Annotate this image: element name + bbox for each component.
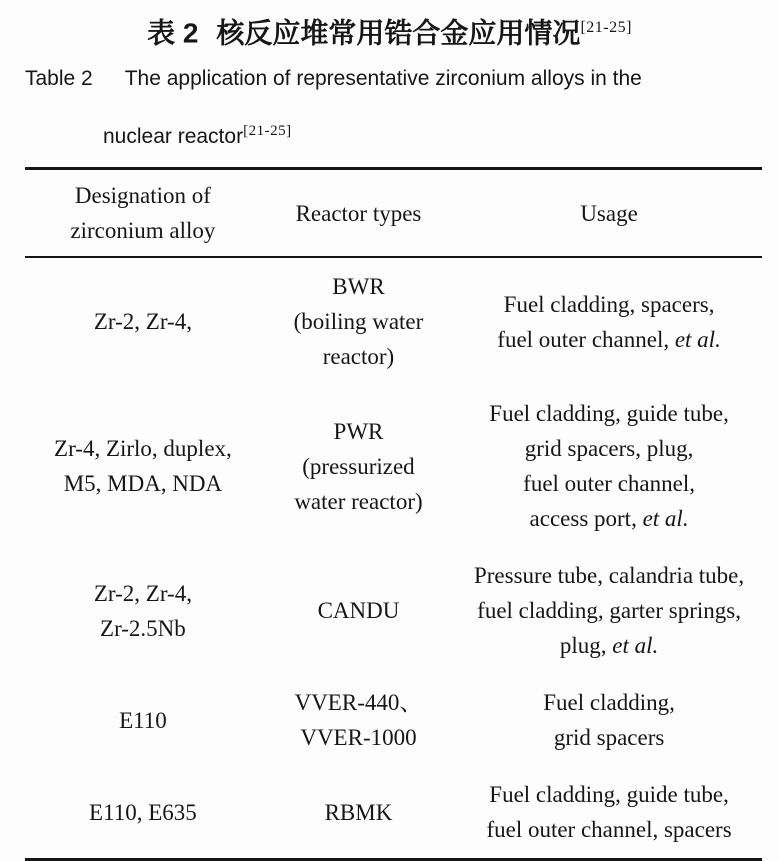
cell-usage xyxy=(456,385,762,547)
cell-line: water reactor) xyxy=(294,488,423,514)
table-row-pwr xyxy=(25,385,762,547)
cell-reactor-type xyxy=(261,547,456,674)
table-body xyxy=(25,257,762,860)
table-row-rbmk xyxy=(25,766,762,860)
cell-line: Zr-2.5Nb xyxy=(100,615,186,641)
cell-line: zirconium alloy xyxy=(70,218,216,244)
cell-usage xyxy=(456,766,762,860)
header-row xyxy=(25,169,762,258)
cell-text: fuel outer channel, xyxy=(497,326,675,352)
caption-en-text: The application of representative zirconium alloys in the xyxy=(124,67,642,91)
cell-line: RBMK xyxy=(324,799,393,825)
caption-english-line2 xyxy=(25,105,762,163)
cell-line: VVER-440、 xyxy=(294,690,423,716)
caption-english-line1 xyxy=(25,53,762,105)
cell-line: Fuel cladding, guide tube, xyxy=(489,401,729,427)
cell-line: Pressure tube, calandria tube, xyxy=(473,563,745,589)
cell-text: plug, xyxy=(559,633,613,659)
caption-en-text-continued: nuclear reactor xyxy=(103,125,244,149)
cell-reactor-type xyxy=(261,674,456,766)
cell-reactor-type xyxy=(261,385,456,547)
cell-line: Fuel cladding, guide tube, xyxy=(489,782,729,808)
caption-chinese xyxy=(0,8,779,53)
caption-zh-text: 核反应堆常用锆合金应用情况 xyxy=(216,17,581,49)
reference-superscript: [21-25] xyxy=(243,123,292,140)
cell-line: reactor) xyxy=(322,344,395,370)
table-row-candu xyxy=(25,547,762,674)
caption-english xyxy=(25,53,762,163)
cell-line: fuel outer channel, spacers xyxy=(486,817,732,843)
cell-line: Usage xyxy=(580,200,638,226)
cell-line: Zr-2, Zr-4, xyxy=(93,309,192,335)
cell-line: Fuel cladding, xyxy=(543,690,675,716)
cell-alloy xyxy=(25,674,261,766)
table-row-bwr xyxy=(25,257,762,385)
table-row-vver xyxy=(25,674,762,766)
cell-line: M5, MDA, NDA xyxy=(63,471,223,497)
cell-line xyxy=(458,501,760,536)
cell-line xyxy=(458,628,760,663)
zirconium-alloys-table xyxy=(25,167,762,861)
cell-line: VVER-1000 xyxy=(300,725,417,751)
cell-line: fuel outer channel, xyxy=(523,471,695,497)
cell-line: fuel cladding, garter springs, xyxy=(477,598,741,624)
et-al-italic: et al. xyxy=(642,506,689,532)
cell-alloy xyxy=(25,385,261,547)
header-cell-designation xyxy=(25,169,261,258)
cell-line: CANDU xyxy=(317,598,400,624)
cell-alloy xyxy=(25,257,261,385)
cell-usage xyxy=(456,674,762,766)
cell-line: E110, E635 xyxy=(89,799,197,825)
cell-line: Zr-2, Zr-4, xyxy=(93,580,192,606)
cell-alloy xyxy=(25,766,261,860)
cell-line: Zr-4, Zirlo, duplex, xyxy=(54,436,232,462)
caption-en-label: Table 2 xyxy=(25,67,93,91)
cell-alloy xyxy=(25,547,261,674)
cell-line: E110 xyxy=(119,707,167,733)
cell-line: Fuel cladding, spacers, xyxy=(503,291,715,317)
cell-line: Reactor types xyxy=(295,200,422,226)
cell-reactor-type xyxy=(261,257,456,385)
cell-reactor-type xyxy=(261,766,456,860)
cell-line: grid spacers xyxy=(553,725,665,751)
cell-line xyxy=(458,322,760,357)
cell-usage xyxy=(456,547,762,674)
cell-usage xyxy=(456,257,762,385)
caption-zh-label: 表 2 xyxy=(147,17,199,49)
cell-line: grid spacers, plug, xyxy=(524,436,694,462)
et-al-italic: et al. xyxy=(674,326,721,352)
cell-line: (boiling water xyxy=(293,309,424,335)
cell-line: PWR xyxy=(333,418,384,444)
cell-text: access port, xyxy=(529,506,643,532)
cell-line: BWR xyxy=(332,274,385,300)
header-cell-usage xyxy=(456,169,762,258)
reference-superscript: [21-25] xyxy=(580,19,632,36)
table-header xyxy=(25,169,762,258)
header-cell-reactor-types xyxy=(261,169,456,258)
cell-line: Designation of xyxy=(74,183,211,209)
cell-line: (pressurized xyxy=(302,453,415,479)
et-al-italic: et al. xyxy=(612,633,659,659)
